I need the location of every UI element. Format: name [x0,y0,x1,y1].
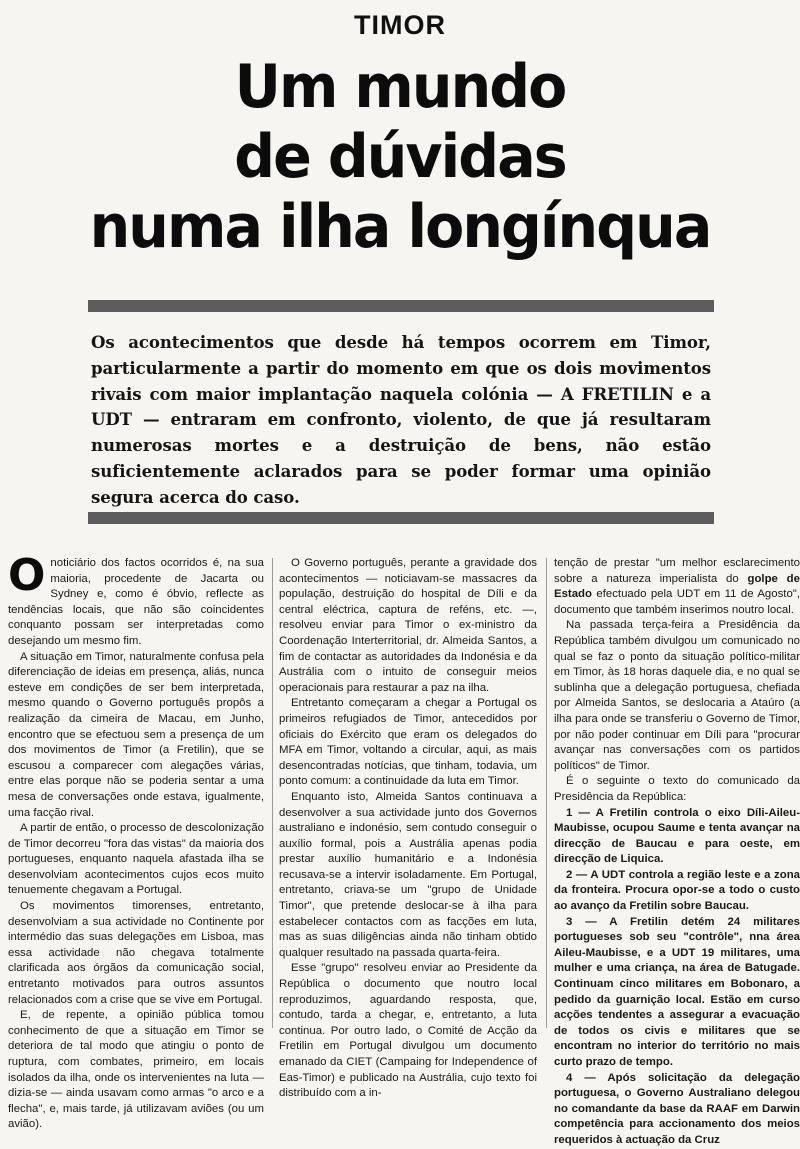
body-column-2 [279,556,537,1100]
body-paragraph: Entretanto começaram a chegar a Portugal os primeiros refugiados de Timor, antecedidos por oficiais do Exército que eram os delegados do MFA em Timor, voltando a circular, aqui, as mais desencontradas notícias, que tinham, todavia, um ponto comum: a continuidade da luta em Timor. [279,697,537,788]
communique-item: 2 — A UDT controla a região leste e a zona da fronteira. Procura opor-se a todo o custo ao avanço da Fretilin sobre Baucau. [554,868,800,913]
body-text: tenção de prestar "um melhor esclarecimento sobre a natureza imperialista do [554,557,800,585]
top-rule [88,300,714,312]
headline-line-2: de dúvidas [234,122,566,192]
body-paragraph: O Governo português, perante a gravidade dos acontecimentos — noticiavam-se massacres da população, destruição do hospital de Díli e da central eléctrica, captura de reféns, etc. —, resolveu enviar para Timor o ex-ministro da Coordenação Interterritorial, dr. Almeida Santos, a fim de contactar as autoridades da Indonésia e da Austrália com o intuito de conseguir meios operacionais para restaurar a paz na ilha. [279,557,537,694]
column-divider [272,558,273,1028]
body-column-3 [554,556,800,1146]
body-text: efectuado pela UDT em 11 de Agosto", documento que também inserimos noutro local. [554,588,800,616]
body-paragraph: Esse "grupo" resolveu enviar ao Presidente da República o documento que noutro local reproduzimos, aguardando resposta, que, contudo, tarda a chegar, e, entretanto, a luta continua. Por outro lado, o Comité de Acção da Fretilin em Portugal divulgou um documento emanado da CIET (Campaing for Independence of Eas-Timor) e publicado na Austrália, cujo texto foi distribuído com a in- [279,962,537,1100]
body-paragraph: E, de repente, a opinião pública tomou conhecimento de que a situação em Timor se deteriora de tal modo que atingiu o ponto de ruptura, com combates, primeiro, em locais isolados da ilha, onde os intervenientes na luta — dizia-se — ainda usavam como armas "o arco e a flecha", e, mais tarde, já utilizavam aviões (ou um avião). [8,1009,264,1131]
body-text: noticiário dos factos ocorridos é, na sua maioria, procedente de Jacarta ou Sydney e, como é óbvio, reflecte as tendências locais, que não são coincidentes conquanto possam ser interpretadas como desejando um mesmo fim. [8,557,264,647]
bottom-rule [88,512,714,524]
drop-cap: O [8,550,46,601]
body-paragraph: Enquanto isto, Almeida Santos continuava a desenvolver a sua actividade junto dos Governos australiano e indonésio, sem contudo conseguir o auxílio formal, pois a Austrália apenas podia prestar auxílio humanitário e a Indonésia recusava-se a intervir isoladamente. Em Portugal, entretanto, criava-se um "grupo de Unidade Timor", que pretende deslocar-se à ilha para estabelecer contactos com as facções em luta, mas as suas diligências ainda não tinham obtido qualquer resultado na passada quarta-feira. [279,790,537,959]
column-divider [546,558,547,1028]
body-paragraph: Na passada terça-feira a Presidência da República também divulgou um comunicado no qual se faz o ponto da situação político-militar em Timor, às 18 horas daquele dia, e no qual se sublinha que a delegação portuguesa, chefiada por Almeida Santos, se deslocaria a Ataúro (a ilha para onde se transferiu o Governo de Timor, por não poder continuar em Díli para "procurar avançar nas conversações com os partidos políticos" de Timor. [554,619,800,772]
body-paragraph: Os movimentos timorenses, entretanto, desenvolviam a sua actividade no Continente por intermédio das suas delegações em Lisboa, mas essa actividade não chegava totalmente clarificada aos órgãos da comunicação social, entretanto motivados para outros assuntos relacionados com a crise que se vive em Portugal. [8,900,264,1006]
body-paragraph: É o seguinte o texto do comunicado da Presidência da República: [554,775,800,803]
body-paragraph [554,556,800,618]
body-column-1 [8,550,264,1131]
lead-paragraph: Os acontecimentos que desde há tempos ocorrem em Timor, particularmente a partir do momento em que os dois movimentos rivais com maior implantação naquela colónia — A FRETILIN e a UDT — entraram em confronto, violento, de que já resultaram numerosas mortes e a destruição de bens, não estão suficientemente aclarados para se poder formar uma opinião segura acerca do caso. [91,332,711,507]
communique-item: 4 — Após solicitação da delegação portuguesa, o Governo Australiano delegou no comandante da base da RAAF em Darwin competência para accionamento dos meios requeridos à actuação da Cruz [554,1071,800,1146]
section-kicker: TIMOR [354,10,446,40]
communique-item: 1 — A Fretilin controla o eixo Díli-Aileu-Maubisse, ocupou Saume e tenta avançar na direcção de Baucau e para oeste, em direcção de Liquica. [554,806,800,866]
headline-line-3: numa ilha longínqua [89,192,711,262]
body-paragraph: A situação em Timor, naturalmente confusa pela diferenciação de ideias em presença, aliás, nunca esteve em condições de ser bem interpretada, mesmo quando o Governo português propôs a realização da cimeira de Macau, em Junho, encontro que se efectuou sem a presença de um dos movimentos de Timor (a Fretilin), que se escusou a comparecer com alegações várias, entre elas porque não se poderia sentar a uma mesa de conversações onde estava, igualmente, uma facção rival. [8,650,264,819]
body-emphasis: golpe de Estado [554,572,800,601]
body-paragraph: A partir de então, o processo de descolonização de Timor decorreu "fora das vistas" da maioria dos portugueses, enquanto naquela afastada ilha se desenvolviam acontecimentos cujos ecos muito tenuemente chegavam a Portugal. [8,822,264,897]
article-headline [20,52,780,262]
body-paragraph [8,550,264,650]
article-body [8,550,800,1146]
headline-line-1: Um mundo [234,52,566,122]
communique-item: 3 — A Fretilin detém 24 militares portugueses sob seu "contrôle", nna área Aileu-Maubisse, e a UDT 19 militares, uma mulher e uma criança, na área de Batugade. Continuam cinco militares em Bobonaro, a pedido da guarnição local. Estão em curso acções tendentes a assegurar a evacuação de todos os civis e militares que se encontram no interior do território no mais curto prazo de tempo. [554,915,800,1068]
